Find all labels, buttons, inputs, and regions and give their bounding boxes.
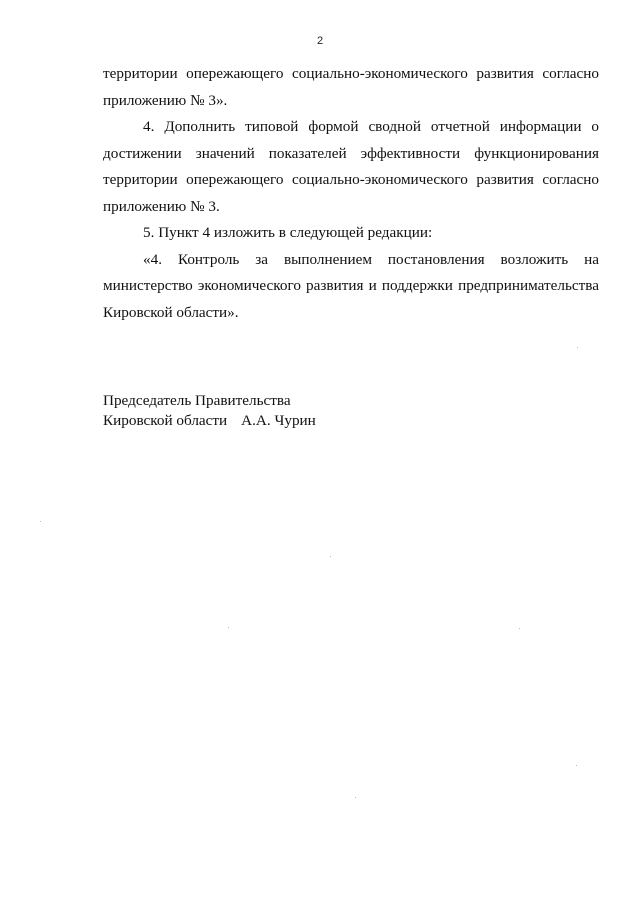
paragraph-continuation: территории опережающего социально-экономического развития согласно приложению № 3». [103, 65, 599, 109]
signature-title: Председатель Правительства [103, 392, 291, 409]
paragraph-quoted-item-4: «4. Контроль за выполнением постановления возложить на министерство экономического развития и поддержки предпринимательства Кировской области». [103, 250, 599, 321]
scan-speck [330, 556, 331, 557]
paragraph-item-4: 4. Дополнить типовой формой сводной отчетной информации о достижении значений показателей эффективности функционирования территории опережающего социально-экономического развития согласно приложению № 3. [103, 118, 599, 215]
paragraph-item-5: 5. Пункт 4 изложить в следующей редакции: [143, 224, 433, 241]
scan-speck [519, 628, 520, 629]
signature-block [103, 391, 316, 431]
scan-speck [355, 797, 356, 798]
scan-speck [40, 521, 41, 522]
page-number: 2 [316, 35, 324, 47]
signature-region: Кировской области [103, 412, 228, 429]
scan-speck [576, 765, 577, 766]
signature-name: А.А. Чурин [241, 412, 316, 429]
signature-second-line [103, 411, 316, 431]
scan-speck [228, 627, 229, 628]
document-body [103, 61, 599, 326]
scan-speck [577, 347, 578, 348]
